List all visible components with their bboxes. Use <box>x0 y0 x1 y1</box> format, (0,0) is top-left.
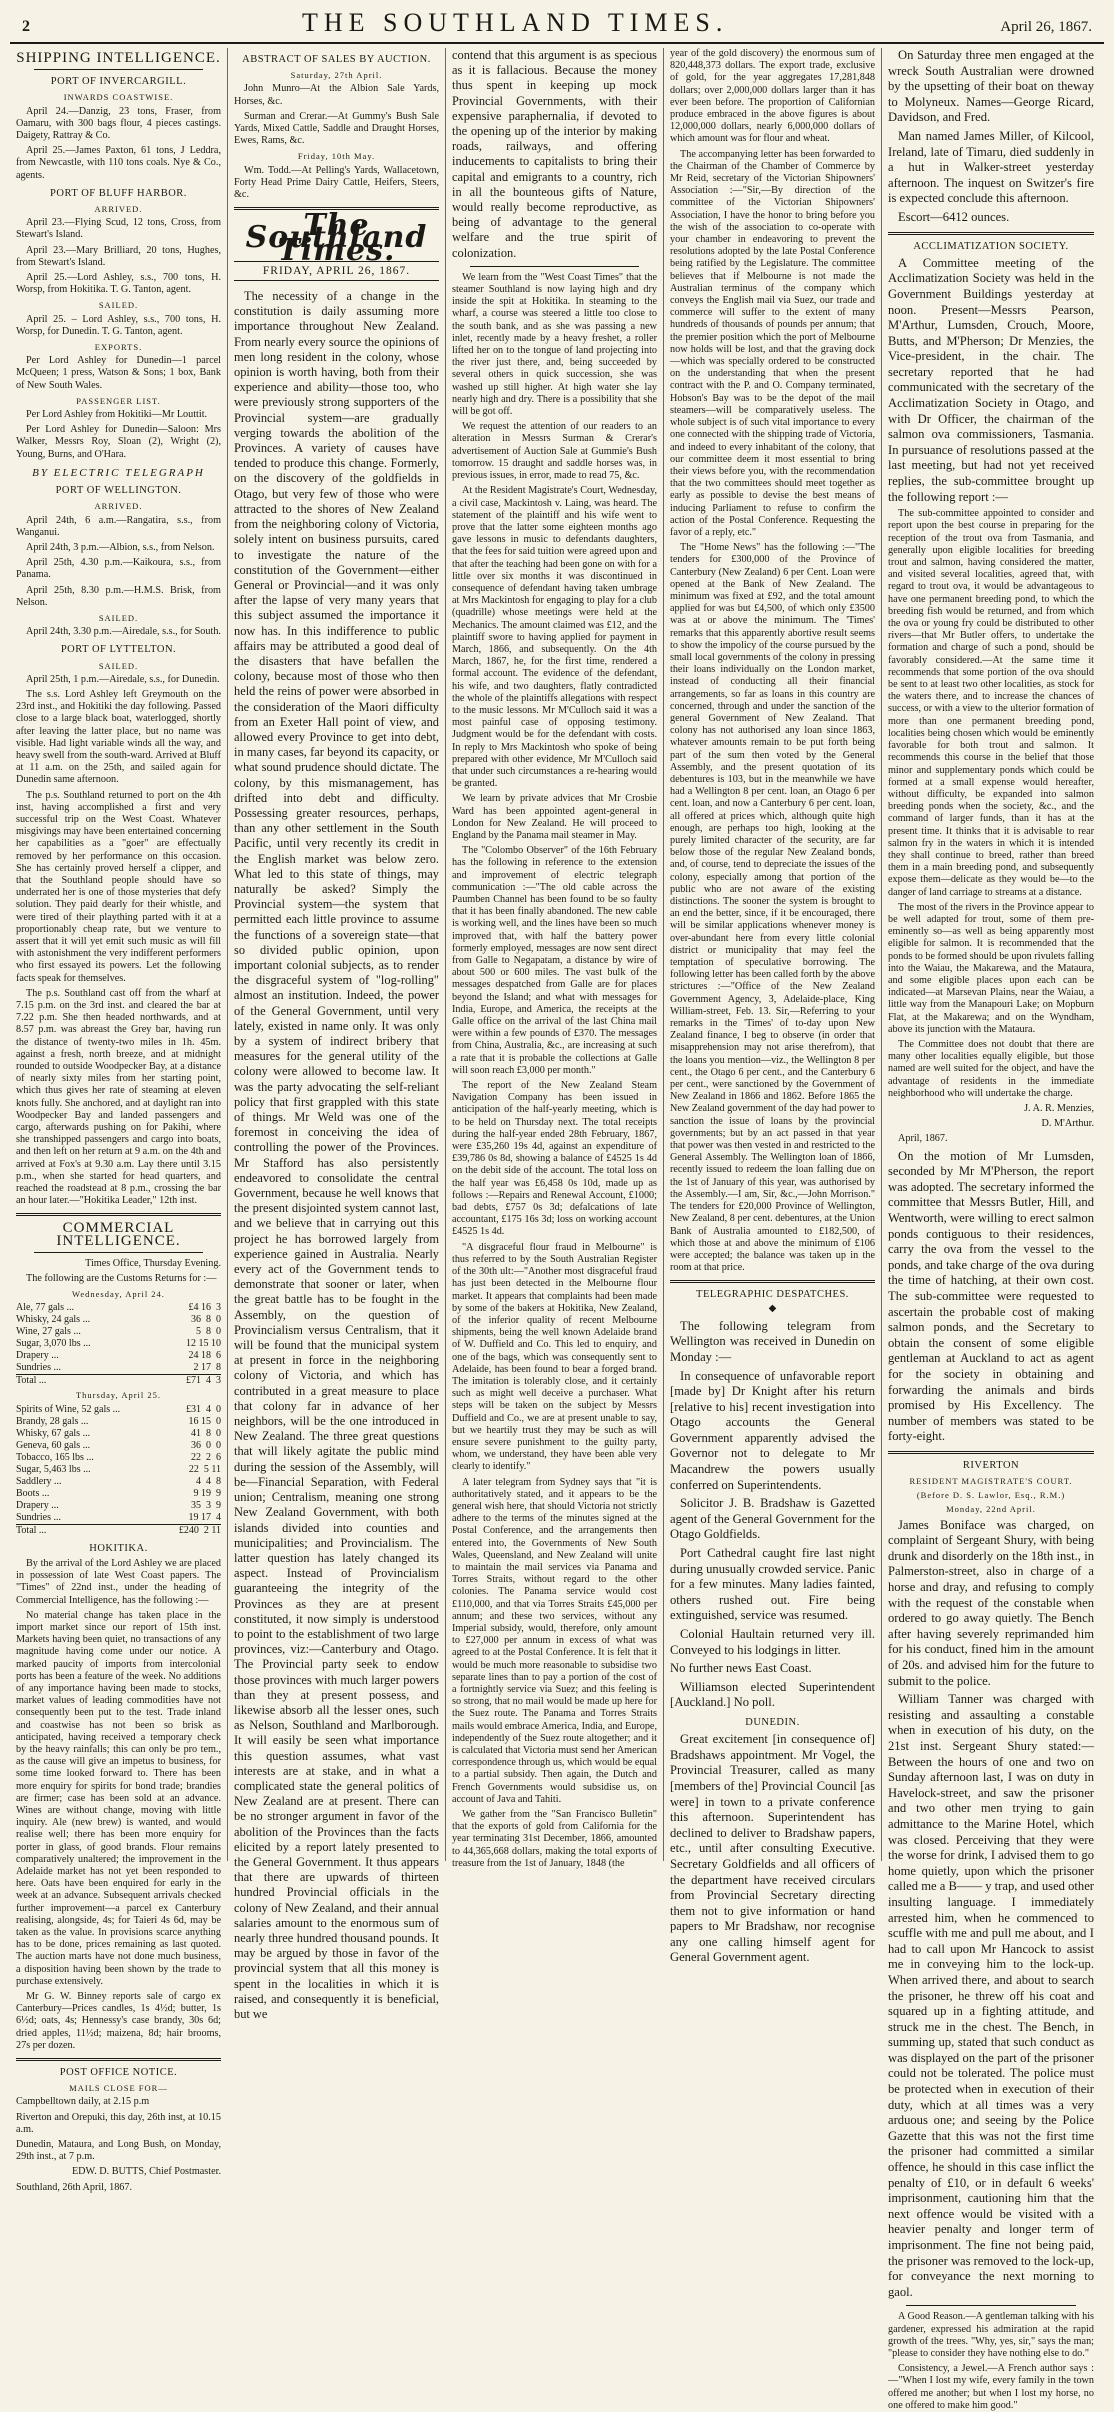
article-paragraph: The p.s. Southland returned to port on the 4th inst, having accomplished a first and very successful trip on the West Coast. Whatever misgivings may have been entertained concerning her capabilities as a "goer" are effectually removed by her performance on this occasion. She has certainly proved herself a clipper, and that the Southland people should have so underrated her is one of those mysteries that defy solution. They paid dearly for their whistle, and were tired of their plaything parted with it at a proportionably cheap rate, but we venture to assert that it will yet emit such music as will fill with astonishment the very indifferent performers who first essayed its powers. Let the following facts speak for themselves. <box>16 789 221 984</box>
customs-amount: 19 17 4 <box>188 1511 221 1523</box>
customs-table-thursday <box>16 1404 221 1537</box>
customs-row <box>16 1488 221 1500</box>
telegram-paragraph: In consequence of unfavorable report [made by] Dr Knight after his return [relative to his] recent investigation into Otago accounts the General Government apparently advised the Governor not to delegate to Mr Macandrew the powers usually conferred on Superintendents. <box>670 1368 875 1492</box>
issue-date: April 26, 1867. <box>1000 19 1092 35</box>
news-paragraph: On Saturday three men engaged at the wreck South Australian were drowned by the upsetting of their boat on theway to Molyneux. Names—George Ricard, Davidson, and Fred. <box>888 48 1094 125</box>
shipping-entry: April 25.—Lord Ashley, s.s., 700 tons, H. Worsp, from Hokitika. T. G. Tanton, agent. <box>16 272 221 296</box>
customs-row <box>16 1314 221 1326</box>
masthead <box>10 0 1104 44</box>
report-paragraph: The Committee does not doubt that there are many other localities equally eligible, but those named are well suited for the object, and have the advantage of residents in the immediate neighborhood who will undertake the charge. <box>888 1038 1094 1099</box>
shipping-entry: Per Lord Ashley from Hokitiki—Mr Louttit. <box>26 409 208 421</box>
telegram-paragraph: Solicitor J. B. Bradshaw is Gazetted agent of the General Government for the Otago Goldfields. <box>670 1496 875 1542</box>
page-number: 2 <box>22 18 30 35</box>
subheading: PORT OF INVERCARGILL. <box>50 76 187 88</box>
news-paragraph: We request the attention of our readers to an alteration in Messrs Surman & Crerar's advertisement of Auction Sale at Gummie's Bush tomorrow. 15 draught and saddle horses was, in previous issues, in error, made to read 75, &c. <box>452 421 657 482</box>
customs-amount: 5 8 0 <box>196 1326 221 1338</box>
auction-entry: Surman and Crerar.—At Gummy's Bush Sale Yards, Mixed Cattle, Saddle and Draught Horses, Ewes, Rams, &c. <box>234 110 439 147</box>
divider <box>34 1252 203 1253</box>
shipping-entry: Per Lord Ashley for Dunedin—Saloon: Mrs Walker, Messrs Roy, Sloan (2), Wright (2), Young, Burns, and O'Hara. <box>16 424 221 460</box>
court-paragraph: William Tanner was charged with resisting and assaulting a constable when in execution of his duty, on the 21st inst. Sergeant Shury stated:—Between the hours of one and two on Sunday afternoon last, I was on duty in Havelock-street, and saw the prisoner and two other men trying to gain admittance to the Marine Hotel, which was closed. Perceiving that they were the worse for drink, I advised them to go home quietly, upon which the prisoner called me a B—— y trap, and used other insulting language. I immediately arrested him, when he commenced to scuffle with me and pull me about, and I had to call upon Mr Hancock to assist me in conveying him to the lock-up. When arrived there, and about to search the prisoner, he threw off his coat and squared up in a fighting attitude, and struck me in the chest. The Bench, in summing up, stated that such conduct as was displayed on the part of the prisoner could not be tolerated. The police must be protected when in execution of their duty, which at all times was a very arduous one; and seeing by the Police Gazette that this was not the first time the prisoner had committed a similar offence, he should in this case inflict the penalty of £10, or in default 6 weeks' imprisonment, cautioning him that the next offence would be visited with a heavier penalty and longer term of imprisonment. The fine not being paid, the prisoner was removed to the lock-up, for conveyance the next morning to gaol. <box>888 1692 1094 2299</box>
customs-amount: 35 3 9 <box>191 1499 221 1511</box>
subheading-post-office: POST OFFICE NOTICE. <box>59 2067 178 2079</box>
subheading: PORT OF BLUFF HARBOR. <box>50 187 187 199</box>
court-paragraph: James Boniface was charged, on complaint of Sergeant Shury, with being drunk and disorderly on the 18th inst., in Palmerston-street, also in charge of a horse and dray, and refusing to comply with the request of the constable when ordered to go away quietly. The Bench after having severely reprimanded him for his conduct, fined him in the amount of 20s. and advised him for the future to submit to the police. <box>888 1517 1094 1688</box>
news-paragraph: We learn from the "West Coast Times" that the steamer Southland is now laying high and dry inside the spit at Hokitika. In steaming to the wharf, a course was steered a little too close to the south bank, and as she was passing a new inlet, recently made by a heavy freshet, a roller lifted her on to the tongue of land projecting into the river just there, and, being succeeded by several others in quick succession, she was washed up still higher. At high water she lay nearly high and dry. There is a possibility that she will be got off. <box>452 271 657 418</box>
telegram-paragraph: Great excitement [in consequence of] Bradshaws appointment. Mr Vogel, the Provincial Treasurer, called as many [members of the] Provincial Council [as were] in town to a private conference this afternoon. Superintendent has declined to deliver to Bradshaw papers, etc., until after consulting Executive. Secretary Goldfields and all officers of the department have received circulars from Provincial Secretary directing them not to give information or hand papers to Mr Bradshaw, nor recognise any one calling himself agent for General Government agent. <box>670 1732 875 1965</box>
news-paragraph: The "Home News" has the following :—"The tenders for £300,000 of the Province of Canterbury (New Zealand) 6 per Cent. Loan were opened at the Bank of New Zealand. The minimum was fixed at £92, and the total amount applied for was but £4,500, of which only £3500 was at or above the minimum. The 'Times' remarks that this apparently abortive result seems to show the impolicy of the course pursued by the small local governments of the colony in pressing their loans individually on the London market, instead of conducting all their financial arrangements, so far as loans in this country are concerned, through and under the sanction of the general Government of New Zealand. That colony has not authorised any loan since 1863, whatever amounts remain to be put forth being part of the sum then voted by the General Assembly, and the present quotation of its debentures is 103, but in the meanwhile we have had a Wellington 8 per cent. loan, an Otago 6 per cent. loan, and now a Canterbury 6 per cent. loan, all offered at prices which, although quite high enough, are perhaps too high, looking at the purely limited character of the security, are far below those of the regular New Zealand bonds, and, of course, tend to depreciate the issues of the colony, especially among that portion of the public who are not aware of the existing distinctions. The sooner the system is brought to an end the better, since, if it be encouraged, there will be similar applications whenever money is over-abundant here from every little colonial district or municipality that may feel the temptation of speculative borrowing. The following letter has been called forth by the above strictures :—"Office of the New Zealand Government Agency, 3, Adelaide-place, King William-street, Feb. 13. Sir,—Referring to your remarks in the 'Times' of to-day upon New Zealand finance, I beg to observe (in order that misapprehension may not arise therefrom), that the loans you mention—viz., the Wellington 8 per cent., the Otago 6 per cent., and the Canterbury 6 per cent., were sanctioned by the Government of New Zealand in 1866 and 1862. Before 1865 the New Zealand government of the day had power to sanction the issue of loans by the provincial governments; but by an act passed in that year that power was then vested in and restricted to the General Assembly. The Wellington loan of 1866, recently issued to redeem the loan falling due on the 1st of January of this year, was authorised by the Assembly.—I am, Sir, &c.,—John Morrison." The tenders for £20,000 Province of Wellington, New Zealand, 8 per cent. debentures, at the Union Bank of Australia amounted to £182,500, of which those at and above the minimum of £106 were accepted; the balance was taken up in the room at that price. <box>670 542 875 1274</box>
customs-amount: 2 17 8 <box>193 1362 221 1374</box>
label: Saturday, 27th April. <box>290 70 383 81</box>
label: (Before D. S. Lawlor, Esq., R.M.) <box>916 1490 1066 1501</box>
section-heading-telegraphic: TELEGRAPHIC DESPATCHES. <box>696 1289 849 1301</box>
customs-amount: 22 2 6 <box>191 1451 221 1463</box>
news-paragraph: A later telegram from Sydney says that "it is authoritatively stated, and it appears to be the general wish here, that should Victoria not strictly adhere to the terms of the minutes signed at the Postal Conference, and the arrangements then entered into, the Governments of New South Wales, Queensland, and New Zealand will unite to maintain the mail services via Panama and Torres Straits, without regard to the other colonies. The Panama service would cost £110,000, and that via Torres Straits £45,000 per annum; and these two services, without any Imperial subsidy, would, therefore, only amount to £27,000 per annum in excess of what was agreed to at the Postal Conference. It is felt that it would be much more reasonable to subsidise two separate lines than to pay a portion of the cost of a fortnightly service via Suez; and this feeling is so strong, that no mail would be made up here for the Suez route. The Panama and Torres Straits mails would embrace America, India, and Europe, independently of the Suez route altogether; and it is calculated that Victoria must send her American correspondence through us, which would be equal to a partial subsidy. Then again, the Dutch and French Governments would subsidise us, on account of Java and Tahiti. <box>452 1476 657 1805</box>
shipping-entry: April 25th, 4.30 p.m.—Kaikoura, s.s., from Panama. <box>16 557 221 581</box>
customs-amount: 16 15 0 <box>188 1415 221 1427</box>
subheading: PORT OF WELLINGTON. <box>55 485 182 497</box>
customs-item: Spirits of Wine, 52 gals ... <box>16 1403 121 1415</box>
divider <box>16 1213 221 1216</box>
customs-item: Saddlery ... <box>16 1475 62 1487</box>
telegram-paragraph: Williamson elected Superintendent [Auckland.] No poll. <box>670 1679 875 1710</box>
shipping-entry: April 23.—Flying Scud, 12 tons, Cross, from Stewart's Island. <box>16 217 221 241</box>
customs-item: Brandy, 28 gals ... <box>16 1415 89 1427</box>
customs-row <box>16 1302 221 1314</box>
customs-amount: 12 15 10 <box>186 1338 221 1350</box>
customs-row <box>16 1350 221 1362</box>
customs-item: Geneva, 60 gals ... <box>16 1439 91 1451</box>
news-paragraph: We gather from the "San Francisco Bulletin" that the exports of gold from California for the year terminating 31st December, 1866, amounted to 44,365,668 dollars, making the total exports of treasure from the 1st of January, 1848 (the <box>452 1809 657 1869</box>
customs-amount: 9 19 9 <box>193 1487 221 1499</box>
label: SAILED. <box>98 612 139 623</box>
subheading: HOKITIKA. <box>89 1542 148 1554</box>
news-paragraph: We learn by private advices that Mr Crosbie Ward has been appointed agent-general in London for New Zealand. He will proceed to England by the Panama mail steamer in May. <box>452 793 657 841</box>
divider <box>470 266 639 267</box>
nameplate: The Southland Times. <box>245 208 428 268</box>
shipping-entry: April 24th, 3.30 p.m.—Airedale, s.s., for South. <box>26 626 221 638</box>
customs-total-label: Total ... <box>16 1524 151 1537</box>
shipping-entry: April 25. – Lord Ashley, s.s., 700 tons, H. Worsp, for Dunedin. T. G. Tanton, agent. <box>16 313 221 337</box>
leading-article: The necessity of a change in the constitution is daily assuming more importance throughout New Zealand. From nearly every source the opinions of men long resident in the colony, whose opinion is worth having, both from their experience and ability—those too, who were previously strong supporters of the Provincial system—are gradually verging towards the abolition of the Provinces. A variety of causes have tended to produce this change. Formerly, on the discovery of the goldfields in Otago, but very few of those who were attracted to the shores of New Zealand from the neighboring colony of Victoria, solely intent on business pursuits, cared to investigate the nature of the constitution of the Government—either General or Provincial—and it was only after the lapse of very many years that this subject assumed the importance it now has. In this indifference to public affairs may be attributed a good deal of the disasters that have befallen the colony, because most of those who then held the reins of power were absorbed in the consideration of the Maori difficulty from an Exeter Hall point of view, and allowed every Province to get into debt, in many cases, far beyond its capacity, or what sound prudence should dictate. The colony, by this mismanagement, has drifted into debt and difficulty. Possessing greater resources, perhaps, than any other settlement in the South Pacific, until very recently its credit in the English market was below zero. What led to this state of things, may naturally be asked? Simply the Provincial system—the system that permitted each little province to assume the functions of a sovereign state—that so divided public opinion, upon important colonial subjects, as to render the disgraceful system of "log-rolling" almost an institution. Indeed, the power of the General Government, until very lately, existed in name only. It was only by a system of indirect bribery that measures for the general utility of the colony were allowed to become law. It was the party advocating the self-reliant policy that first grappled with this state of things. Mr Weld was one of the foremost in conceiving the idea of controlling the power of the Provinces. Mr Stafford has also persistently endeavored to consolidate the central Government, because he well knows that the present disjointed system cannot last, and we believe that in carrying out this project he has borrowed largely from experience gained in Australia. Nearly every act of the Government tends to demonstrate that sooner or later, when the great battle has to be fought in the Assembly, on the question of Provincialism versus Centralism, that it will be found that the municipal system at present in force in the neighboring colony of Victoria, and which has contributed in a great measure to place that colony far in advance of her neighbors, will be the one introduced in New Zealand. The three great questions that will likely agitate the public mind during the session of the Assembly, will be—Financial Separation, with Federal union; Centralism, meaning one strong New Zealand Government, with both islands divided into counties and municipalities; and Provincialism. The latter question has lately changed its aspect. Instead of Provincialism guaranteeing the integrity of the Provinces as they are at present constituted, it now simply is understood to point to the establishment of two large provinces, viz:—Canterbury and Otago. The Provincial party seek to endow those provinces with much larger powers than they at present possess, and likewise absorb all the lesser ones, such as Nelson, Southland and Marlborough. It will easily be seen what importance this question assumes, what vast interests are at stake, and in what a complicated state the general politics of New Zealand are at present. There can be no stronger argument in favor of the abolition of the Provinces than the facts elicited by a report lately presented to the General Government. It thus appears that there are upwards of thirteen hundred Provincial officials in the colony of New Zealand, and their annual salaries amount to the enormous sum of nearly three hundred thousand pounds. It may be argued by those in favor of the provincial system that all this money is spent in the localities in which it is raised, and consequently it is beneficial, but we <box>234 289 439 2021</box>
filler-paragraph: Consistency, a Jewel.—A French author says :—"When I lost my wife, every family in the town offered me another; but when I lost my horse, no one offered to make him good." <box>888 2363 1094 2411</box>
customs-row <box>16 1476 221 1488</box>
auction-entry: Wm. Todd.—At Pelling's Yards, Wallacetown, Forty Head Prime Dairy Cattle, Heifers, Steers, &c. <box>234 164 439 201</box>
dateline: Southland, 26th April, 1867. <box>16 2181 133 2193</box>
news-paragraph: At the Resident Magistrate's Court, Wednesday, a civil case, Mackintosh v. Laing, was heard. The statement of the plaintiff and his wife went to prove that the latter some eighteen months ago gave lessons in music to defendants daughters, that the fees for said tuition were agreed upon and that after the teaching had been gone on with for a little over six months it was discontinued in consequence of defendant having taken umbrage at Mrs Mackintosh for engaging to play for a club (quadrille) whose meetings were held at the Mechanics. The amount claimed was £12, and the plaintiff swore to having applied for payment in March, 1866, and subsequently. On the 4th March, 1867, he, for the first time, rendered a formal account. The evidence of the defendant, his wife, and two daughters, flatly contradicted the whole of the plaintiffs allegations with respect to the music lessons. Mr M'Culloch said it was a most painful case of opposing testimony. Judgment would be for the defendant with costs. In reply to Mrs Mackintosh who spoke of being prepared with other evidence, Mr M'Culloch said that under such circumstances a re-hearing would be granted. <box>452 485 657 790</box>
label: SAILED. <box>98 300 139 311</box>
subheading: PORT OF LYTTELTON. <box>60 644 177 656</box>
customs-item: Wine, 27 gals ... <box>16 1326 81 1338</box>
ornament-icon: ◆ <box>768 1302 777 1314</box>
paper-title: THE SOUTHLAND TIMES. <box>301 8 729 37</box>
customs-item: Ale, 77 gals ... <box>16 1302 75 1314</box>
customs-total-row <box>16 1524 221 1537</box>
label: EXPORTS. <box>94 342 143 353</box>
customs-total-amount: £240 2 11 <box>151 1524 221 1537</box>
telegram-paragraph: Colonial Haultain returned very ill. Conveyed to his lodgings in litter. <box>670 1627 875 1657</box>
issue-line: FRIDAY, APRIL 26, 1867. <box>234 261 439 281</box>
customs-item: Sugar, 3,070 lbs ... <box>16 1338 91 1350</box>
article-paragraph: The s.s. Lord Ashley left Greymouth on the 23rd inst., and Hokitiki the day following. Passed close to a large black boat, waterlogged, shortly after leaving the latter place, but no name was visible. Had light variable winds all the way, and heavy swell from the south-ward. Arrived at Bluff at 11 a.m. on the 25th, and sailed again for Dunedin same afternoon. <box>16 688 221 786</box>
customs-total-amount: £71 4 3 <box>151 1375 221 1388</box>
label: PASSENGER LIST. <box>76 395 161 406</box>
label: SAILED. <box>98 660 139 671</box>
customs-total-row <box>16 1375 221 1388</box>
customs-item: Sugar, 5,463 lbs ... <box>16 1463 91 1475</box>
filler-paragraph: A Good Reason.—A gentleman talking with his gardener, expressed his admiration at the rapid growth of the trees. "Why, yes, sir," says the man; "please to consider they have nothing else to do." <box>888 2311 1094 2359</box>
shipping-entry: Per Lord Ashley for Dunedin—1 parcel McQueen; 1 press, Watson & Sons; 1 box, Bank of New South Wales. <box>16 355 221 391</box>
label: Wednesday, April 24. <box>72 1289 165 1300</box>
customs-row <box>16 1452 221 1464</box>
report-paragraph: The most of the rivers in the Province appear to be well adapted for trout, some of them pre-eminently so—as well as being apparently most eligible for salmon. It is recommended that the ponds to be formed should be upon rivulets falling into the Waiau, the Makarewa, and the Mataura, and some eligible places upon each can be indicated—at Marsevan Plains, near the Waiau, a little way from the Manapouri Lake; on Mopburn Flat, at the Makarewa; and on the Wyndham, above its junction with the Mataura. <box>888 901 1094 1035</box>
shipping-entry: April 25th, 1 p.m.—Airedale, s.s., for Dunedin. <box>26 673 220 685</box>
label: ARRIVED. <box>94 501 143 512</box>
section-heading-riverton: RIVERTON <box>962 1459 1020 1471</box>
label: Monday, 22nd April. <box>946 1504 1036 1515</box>
news-paragraph: The report of the New Zealand Steam Navigation Company has been issued in anticipation of the half-yearly meeting, which is to be held on Thursday next. The total receipts during the half-year ended 28th February, 1867, were £35,260 19s 4d, against an expenditure of £39,786 0s 8d, showing a balance of £4525 1s 4d on the debit side of the account. The total loss on the half year was £6,458 0s 10d, made up as follows :—Repairs and Renewal Account, £1000; bad debts, £757 0s 3d; defalcations of late accountant, £175 16s 3d; loss on working account £4525 1s 4d. <box>452 1080 657 1238</box>
divider <box>888 232 1094 235</box>
shipping-entry: April 25.—James Paxton, 61 tons, J Leddra, from Newcastle, with 110 tons coals. Nye & Co., agents. <box>16 145 221 181</box>
customs-item: Sundries ... <box>16 1511 61 1523</box>
customs-row <box>16 1416 221 1428</box>
customs-item: Drapery ... <box>16 1499 59 1511</box>
subheading-dunedin: DUNEDIN. <box>745 1716 800 1728</box>
report-paragraph: A Committee meeting of the Acclimatization Society was held in the Government Buildings yesterday at noon. Present—Messrs Pearson, M'Arthur, Lumsden, Crouch, Moore, Butts, and M'Pherson; Dr Menzies, the Vice-president, in the chair. The secretary reported that he had communicated with the secretary of the Acclimatization Society in Otago, and with Dr Officer, the chairman of the salmon ova commissioners, Tasmania. In pursuance of resolutions passed at the last meeting, but had not yet received replies, the sub-committee brought up the following report :— <box>888 255 1094 504</box>
customs-amount: 4 4 8 <box>196 1475 221 1487</box>
shipping-entry: April 25th, 8.30 p.m.—H.M.S. Brisk, from Nelson. <box>16 584 221 608</box>
telegram-paragraph: Port Cathedral caught fire last night during unusually crowded service. Panic for a few minutes. Many ladies fainted, others rushed out. Fire being extinguished, service was resumed. <box>670 1546 875 1623</box>
report-paragraph: On the motion of Mr Lumsden, seconded by Mr M'Pherson, the report was adopted. The secretary informed the committee that Messrs Butler, Hill, and Wentworth, were willing to erect salmon ponds contiguous to their residences, carry the ova from the vessel to the ponds, and take charge of the ova during the time of hatching, at their own cost. The sub-committee were requested to ascertain the probable cost of making salmon ponds, and the Secretary to obtain the consent of some eligible gentleman at Auckland to act as agent for the society in obtaining and forwarding the animals and birds promised by His Excellency. The number of members was stated to be forty-eight. <box>888 1148 1094 1444</box>
article-paragraph: The p.s. Southland cast off from the wharf at 7.15 p.m. on the 3rd inst. and cleared the bar at 7.22 p.m. She then headed northwards, and at 8.57 p.m. was abreast the Grey bar, having run the distance of twenty-two miles in 1h. 45m. against a fresh, north breeze, and at midnight rounded to outside Woodpecker Bay, at a distance of nearly sixty miles from her starting point, which thus gives her rate of steaming at eleven knots fully. She anchored, and at daylight ran into Woodpecker Bay and landed passengers and cargo, afterwards pushing on for Pakihi, where she transhipped passengers and cargo into boats, and then left on her return at 9 a.m. on the 4th and arrived at Fox's at 9.30 a.m. Lay there until 3.15 p.m., when she started for head quarters, and reached the roadstead at 8 p.m., crossing the bar an hour later.—"Hokitika Leader," 12th inst. <box>16 987 221 1207</box>
mail-entry: Dunedin, Mataura, and Long Bush, on Monday, 29th inst., at 7 p.m. <box>16 2139 221 2163</box>
label: MAILS CLOSE FOR— <box>69 2083 168 2094</box>
column-shipping <box>10 48 228 2193</box>
auction-entry: John Munro—At the Albion Sale Yards, Horses, &c. <box>234 83 439 107</box>
customs-amount: £4 16 3 <box>188 1302 221 1314</box>
customs-item: Drapery ... <box>16 1350 59 1362</box>
mail-entry: Campbelltown daily, at 2.15 p.m <box>16 2096 150 2108</box>
column-news-telegraph <box>664 48 882 1965</box>
news-paragraph: "A disgraceful flour fraud in Melbourne" is thus referred to by the South Australian Register of the 30th ult:—"Another most disgraceful fraud has just been detected in the Melbourne flour market. It appears that complaints had been made by some of the bakers at Hokitika, New Zealand, of the inferior quality of recent Melbourne shipments, being the well known Adelaide brand of W. Duffield and Co. This led to enquiry, and one of the bags, which was consequently sent to Adelaide, has been found to bear a forged brand. The imitation is tolerably close, and it certainly such as might well deceive a purchaser. What steps will be taken on the subject by Messrs Duffield and Co., we are at present unable to say, but we heartily trust they may be such as will ensure severe punishment to the guilty party, whom, we understand, they have been able very clearly to identify." <box>452 1241 657 1473</box>
customs-table-wednesday <box>16 1302 221 1387</box>
customs-row <box>16 1326 221 1338</box>
article-paragraph: No material change has taken place in the import market since our report of 15th inst. Markets having been quiet, no transactions of any magnitude having come under our notice. A marked paucity of imports from intercolonial ports has been a feature of the week. No additions of any importance having been made to stocks, market values of leading commodities have not consequently been put to the test. Trade inland and coastwise has not been so brisk as anticipated, having received a temporary check by the heavy rainfalls; this can only be pro tem., as the cause will give an impetus to business, for some time looked forward to. There has been more enquiry for spirits for bond trade; brandies are firmer; case has been sold at an advance. Wines are without change, moving with little inquiry. Ale (new brew) is wanted, and would realise well; there has been more enquiry for porter in glass, of good brands. Flour remains comparatively unaltered; the improvement in the Adelaide market has not yet been responded to here. Oats have been enquired for early in the week at an advance. Subsequent arrivals checked further improvement—a parcel ex Canterbury realising, alongside, 4s; for Taieri 4s 6d, may be taken as the value. In provisions scarce anything has to be done, prices remaining as last quoted. The auction marts have not done much business, a disposition having been shown by the trade to purchase extensively. <box>16 1609 221 1987</box>
customs-total-label: Total ... <box>16 1375 151 1388</box>
customs-row <box>16 1500 221 1512</box>
section-heading-commercial: COMMERCIAL INTELLIGENCE. <box>56 1220 181 1249</box>
customs-amount: 36 8 0 <box>191 1314 221 1326</box>
column-society-court <box>882 48 1100 2411</box>
divider <box>906 2305 1076 2306</box>
mail-entry: Riverton and Orepuki, this day, 26th inst, at 10.15 a.m. <box>16 2111 221 2135</box>
column-news <box>446 48 664 1869</box>
signature: J. A. R. Menzies, <box>1024 1102 1094 1114</box>
label: ARRIVED. <box>94 204 143 215</box>
shipping-entry: April 24th, 6 a.m.—Rangatira, s.s., from Wanganui. <box>16 514 221 538</box>
telegram-paragraph: The following telegram from Wellington was received in Dunedin on Monday :— <box>670 1318 875 1364</box>
customs-row <box>16 1440 221 1452</box>
leading-article-continued: contend that this argument is as specious as it is fallacious. Because the money thus spent in keeping up mock Provincial Governments, with their expensive paraphernalia, if devoted to the opening up of the interior by making roads, railways, and offering inducements to capitalists to bring their capital and emigrants to a country, rich in all the bounteous gifts of Nature, would really become reproductive, as being of advantage to the general welfare and the true spirit of colonization. <box>452 48 657 260</box>
customs-row <box>16 1428 221 1440</box>
customs-amount: 24 18 6 <box>188 1350 221 1362</box>
divider <box>888 1451 1094 1454</box>
article-paragraph: Mr G. W. Binney reports sale of cargo ex Canterbury—Prices candles, 1s 4½d; butter, 1s 6½d; oats, 4s; Hennessy's case brandy, 30s 6d; dried apples, 11½d; maizena, 8d; hair brooms, 27s per dozen. <box>16 1991 221 2051</box>
news-paragraph: Escort—6412 ounces. <box>898 209 1010 224</box>
customs-amount: 22 5 11 <box>188 1463 221 1475</box>
label: INWARDS COASTWISE. <box>63 92 174 103</box>
telegram-paragraph: No further news East Coast. <box>670 1661 812 1676</box>
dateline: Times Office, Thursday Evening. <box>85 1257 221 1269</box>
dateline: April, 1867. <box>898 1133 948 1145</box>
report-paragraph: The sub-committee appointed to consider and report upon the best course in preparing for the reception of the trout ova from Tasmania, and generally upon eligible localities for breeding trout and salmon, having considered the matter, and visited several localities, agreed that, with regard to trout ova, it would be advantageous to have one permanent breeding pond, to which the breeding fish would be returned, and from which the ova or young fry could be distributed to other rivers—that Mr Butler offers, to undertake the formation and charge of such a pond, should be favorably considered.—At the same time it recommends that some portion of the ova should be sent to at least two other localities, as stock for the waters there, and to increase the chances of success, or with a view to the ulterior formation of more than one permanent breeding pond, localities being chosen which would be eminently favorable for both trout and salmon. It recommends this course in the belief that those minor and supplementary ponds which could be formed at a small expense would hereafter, without difficulty, be expanded into salmon breeding ponds when the society, &c., and the command of larger funds, than it has at the present time. It thinks that it is advisable to rear salmon fry in the waters in which it is intended they shall continue to breed, rather than breed them in a main breeding pond, and subsequently expose them—delicate as they would be—to the danger of land carriage to streams at a distance. <box>888 508 1094 898</box>
customs-item: Whisky, 24 gals ... <box>16 1314 91 1326</box>
telegraph-heading: BY ELECTRIC TELEGRAPH <box>32 466 205 479</box>
article-paragraph: The following are the Customs Returns for :— <box>26 1273 217 1285</box>
customs-amount: £31 4 0 <box>186 1403 221 1415</box>
column-editorial <box>228 48 446 2021</box>
news-paragraph: year of the gold discovery) the enormous sum of 820,448,373 dollars. The export trade, exclusive of gold, for the year aggregates 17,281,848 dollars; over 2,000,000 dollars larger than it has ever been before. The proportion of Californian produce embraced in the above figures is about 12,000,000 dollars, nearly 6,000,000 dollars of which amount was for flour and wheat. <box>670 48 875 145</box>
customs-amount: 41 8 0 <box>191 1427 221 1439</box>
label: Friday, 10th May. <box>297 151 376 162</box>
article-paragraph: By the arrival of the Lord Ashley we are placed in possession of late West Coast papers. The "Times" of 22nd inst., under the heading of Commercial Intelligence, has the following :— <box>16 1557 221 1606</box>
customs-row <box>16 1464 221 1476</box>
section-heading-shipping: SHIPPING INTELLIGENCE. <box>16 50 221 66</box>
signature: EDW. D. BUTTS, Chief Postmaster. <box>71 2166 221 2178</box>
customs-amount: 36 0 0 <box>191 1439 221 1451</box>
subheading-auctions: ABSTRACT OF SALES BY AUCTION. <box>242 54 431 65</box>
news-paragraph: The "Colombo Observer" of the 16th February has the following in reference to the extension and improvement of electric telegraph communication :—"The old cable across the Paumben Channel has been found to be so faulty that it has been finally abandoned. The new cable is working well, and the lines have been so much improved that, with half the battery power formerly employed, messages are now sent direct from Galle to Negapatam, a distance by wire of about 500 or 600 miles. The vast bulk of the messages despatched from Galle are for places beyond the Island; and what with messages for India, Europe, and America, the receipts at the Galle office on the arrival of the last China mail were within a few pounds of £370. The messages from China, Australia, &c., are increasing at such a rate that it is probable the collections at Galle will soon reach £3,000 per month." <box>452 845 657 1076</box>
customs-item: Boots ... <box>16 1487 50 1499</box>
divider <box>34 69 203 70</box>
shipping-entry: April 24th, 3 p.m.—Albion, s.s., from Nelson. <box>26 541 215 553</box>
customs-item: Whisky, 67 gals ... <box>16 1427 91 1439</box>
divider <box>16 2058 221 2061</box>
shipping-entry: April 24.—Danzig, 23 tons, Fraser, from Oamaru, with 300 bags flour, 4 pieces castings. Daigety, Rattray & Co. <box>16 105 221 142</box>
customs-row <box>16 1404 221 1416</box>
customs-row <box>16 1512 221 1525</box>
customs-row <box>16 1362 221 1375</box>
customs-row <box>16 1338 221 1350</box>
section-heading-acclimatization: ACCLIMATIZATION SOCIETY. <box>913 240 1069 252</box>
news-paragraph: Man named James Miller, of Kilcool, Ireland, late of Timaru, died suddenly in a hut in Walker-street yesterday afternoon. The inquest on Switzer's fire is expected conclude this afternoon. <box>888 128 1094 206</box>
signature: D. M'Arthur. <box>1041 1118 1094 1130</box>
label: RESIDENT MAGISTRATE'S COURT. <box>909 1476 1073 1487</box>
news-paragraph: The accompanying letter has been forwarded to the Chairman of the Chamber of Commerce by Mr Reid, secretary of the Victorian Shipowners' Association :—"Sir,—By direction of the committee of the Victorian Shipowners' Association, I have the honor to bring before you the wish of the association to co-operate with your chamber in endeavoring to prevent the resolutions adopted by the late Postal Conference being ratified by the Legislature. The committee believes that if Melbourne is not made the Australian terminus of the company which conveys the English mail via Suez, our trade and commerce will suffer to the extent of many hundreds of thousands of pounds per annum; that the premier position which the port of Melbourne now holds will be lost, and that the graving dock—which was specially ordered to be constructed on the understanding that when the present contract with the P. and O. Company terminated, Hobson's Bay was to be the depot of the mail steamers—will be comparatively useless. The whole subject is of such vital importance to every one connected with the shipping trade of Victoria, and indeed to every inhabitant of the colony, that our committee deem it most essential to bring their views before you, with the recommendation that the two committees should meet together as early as possible to devise the best means of inducing Parliament to refuse to confirm the action of the Postal Conference. Requesting the favor of a reply, etc." <box>670 148 875 538</box>
customs-item: Tobacco, 165 lbs ... <box>16 1451 94 1463</box>
label: Thursday, April 25. <box>75 1390 162 1401</box>
customs-item: Sundries ... <box>16 1362 61 1374</box>
shipping-entry: April 23.—Mary Brilliard, 20 tons, Hughes, from Stewart's Island. <box>16 244 221 268</box>
divider <box>670 1280 875 1283</box>
